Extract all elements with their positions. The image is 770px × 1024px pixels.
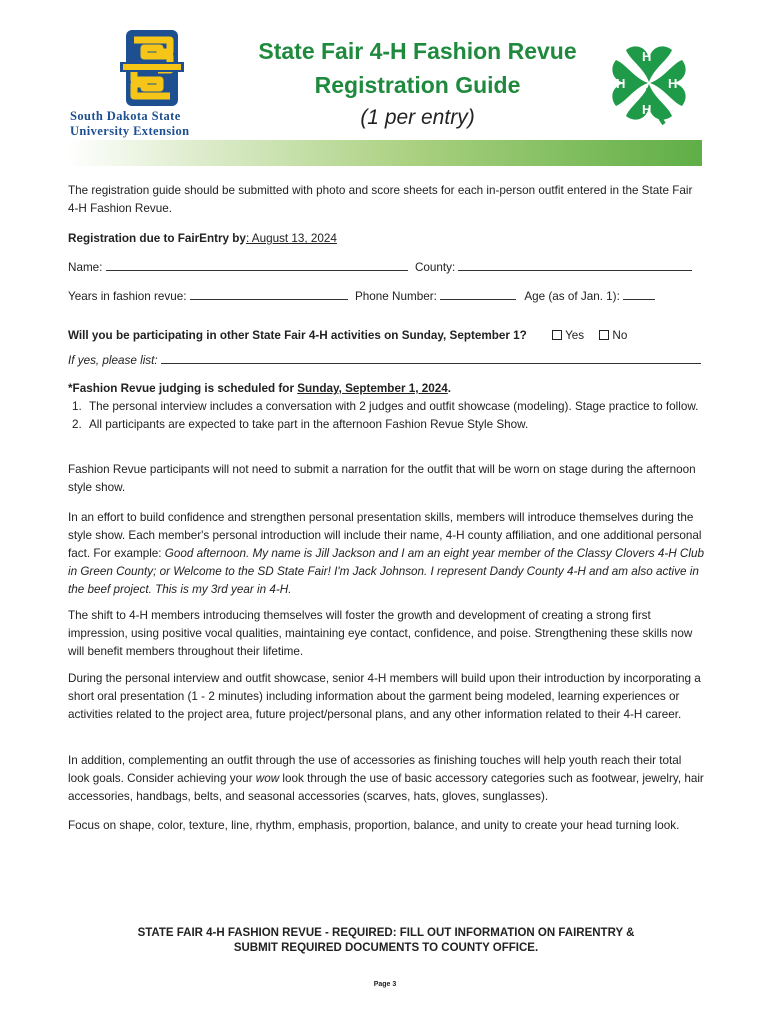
title-line-3: (1 per entry) <box>360 106 475 129</box>
required-notice <box>68 926 704 956</box>
intro-paragraph: The registration guide should be submitted with photo and score sheets for each in-person outfit entered in the State Fair 4-H Fashion Revue. <box>68 184 693 215</box>
years-phone-age-row <box>68 287 704 306</box>
shift-paragraph: The shift to 4-H members introducing themselves will foster the growth and development of creating a strong first impression, using positive vocal qualities, maintaining eye contact, confidence, and poise. Strengthening these skills now will benefit members throughout their lifetime. <box>68 609 693 658</box>
sdsu-logo-icon <box>112 28 192 108</box>
focus-paragraph: Focus on shape, color, texture, line, rhythm, emphasis, proportion, balance, and unity to create your head turning look. <box>68 819 680 832</box>
years-label: Years in fashion revue: <box>68 290 187 303</box>
county-label: County: <box>414 261 456 274</box>
years-field[interactable] <box>190 287 348 300</box>
county-field[interactable] <box>458 258 692 271</box>
accessories-paragraph <box>68 752 704 806</box>
judging-heading <box>68 380 704 398</box>
header-green-bar <box>67 140 702 166</box>
senior-paragraph: During the personal interview and outfit showcase, senior 4-H members will build upon their introduction by incorporating a short oral presentation (1 - 2 minutes) including information about the garment being modeled, learning experiences or activities related to the project area, future project/personal plans, and any other information related to their 4-H career. <box>68 672 701 721</box>
title-line-1: State Fair 4-H Fashion Revue <box>258 38 577 64</box>
judging-end: . <box>447 382 451 395</box>
list-label: If yes, please list: <box>68 354 158 367</box>
activities-list-field[interactable] <box>161 351 701 364</box>
page-title <box>235 36 600 132</box>
list-item-number: 1. <box>72 400 82 413</box>
svg-text:H: H <box>642 49 652 64</box>
yes-checkbox[interactable] <box>552 330 562 340</box>
org-name-line-2: University Extension <box>70 124 190 138</box>
org-name-line-1: South Dakota State <box>70 109 181 123</box>
required-notice-line-1: STATE FAIR 4-H FASHION REVUE - REQUIRED: FILL OUT INFORMATION ON FAIRENTRY & <box>137 927 635 939</box>
accessories-text-start: In addition, complementing an outfit through the use of accessories as finishing touches will help youth reach their total look goals. Consider achieving your <box>68 754 682 785</box>
confidence-paragraph <box>68 509 704 599</box>
no-option[interactable] <box>599 329 627 342</box>
list-item-number: 2. <box>72 418 82 431</box>
participation-row <box>68 327 704 345</box>
age-field[interactable] <box>623 287 655 300</box>
svg-text:H: H <box>616 76 626 91</box>
registration-due <box>68 230 704 248</box>
required-notice-line-2: SUBMIT REQUIRED DOCUMENTS TO COUNTY OFFICE. <box>233 942 539 954</box>
phone-field[interactable] <box>440 287 516 300</box>
due-date: : August 13, 2024 <box>245 232 337 245</box>
confidence-example: Good afternoon. My name is Jill Jackson and I am an eight year member of the Classy Clovers 4-H Club in Green County; or Welcome to the SD State Fair! I'm Jack Johnson. I represent Dandy County 4-H and am also active in the beef project. This is my 3rd year in 4-H. <box>68 547 704 596</box>
name-county-row <box>68 258 704 277</box>
four-h-clover-icon <box>604 38 694 130</box>
name-field[interactable] <box>106 258 408 271</box>
no-label: No <box>612 329 628 342</box>
page-number: Page 3 <box>373 981 397 988</box>
yes-option[interactable] <box>552 329 584 342</box>
svg-text:H: H <box>668 76 678 91</box>
confidence-text: In an effort to build confidence and strengthen personal presentation skills, members will introduce themselves during the style show. Each member's personal introduction will include their name, 4-H county affiliation, and one additional personal fact. For example: <box>68 511 702 560</box>
narration-paragraph: Fashion Revue participants will not need to submit a narration for the outfit that will be worn on stage during the afternoon style show. <box>68 463 696 494</box>
accessories-wow: wow <box>255 772 280 785</box>
activities-list-row <box>68 351 704 370</box>
organization-name <box>70 109 240 139</box>
name-label: Name: <box>68 261 103 274</box>
participation-question: Will you be participating in other State Fair 4-H activities on Sunday, September 1? <box>68 329 527 342</box>
accessories-text-end: look through the use of basic accessory categories such as footwear, jewelry, hair accessories, handbags, belts, and seasonal accessories (scarves, hats, gloves, sunglasses). <box>68 772 704 803</box>
svg-text:H: H <box>642 102 652 117</box>
yes-label: Yes <box>565 329 585 342</box>
phone-label: Phone Number: <box>354 290 437 303</box>
list-item <box>68 416 704 434</box>
judging-lead: *Fashion Revue judging is scheduled for <box>68 382 298 395</box>
list-item <box>68 398 704 416</box>
judging-date: Sunday, September 1, 2024 <box>297 382 448 395</box>
no-checkbox[interactable] <box>599 330 609 340</box>
judging-list <box>68 398 704 434</box>
title-line-2: Registration Guide <box>314 72 521 98</box>
list-item-text: The personal interview includes a conversation with 2 judges and outfit showcase (modeling). Stage practice to follow. <box>89 400 699 413</box>
age-label: Age (as of Jan. 1): <box>524 290 620 303</box>
list-item-text: All participants are expected to take part in the afternoon Fashion Revue Style Show. <box>89 418 529 431</box>
due-label: Registration due to FairEntry by <box>68 232 246 245</box>
